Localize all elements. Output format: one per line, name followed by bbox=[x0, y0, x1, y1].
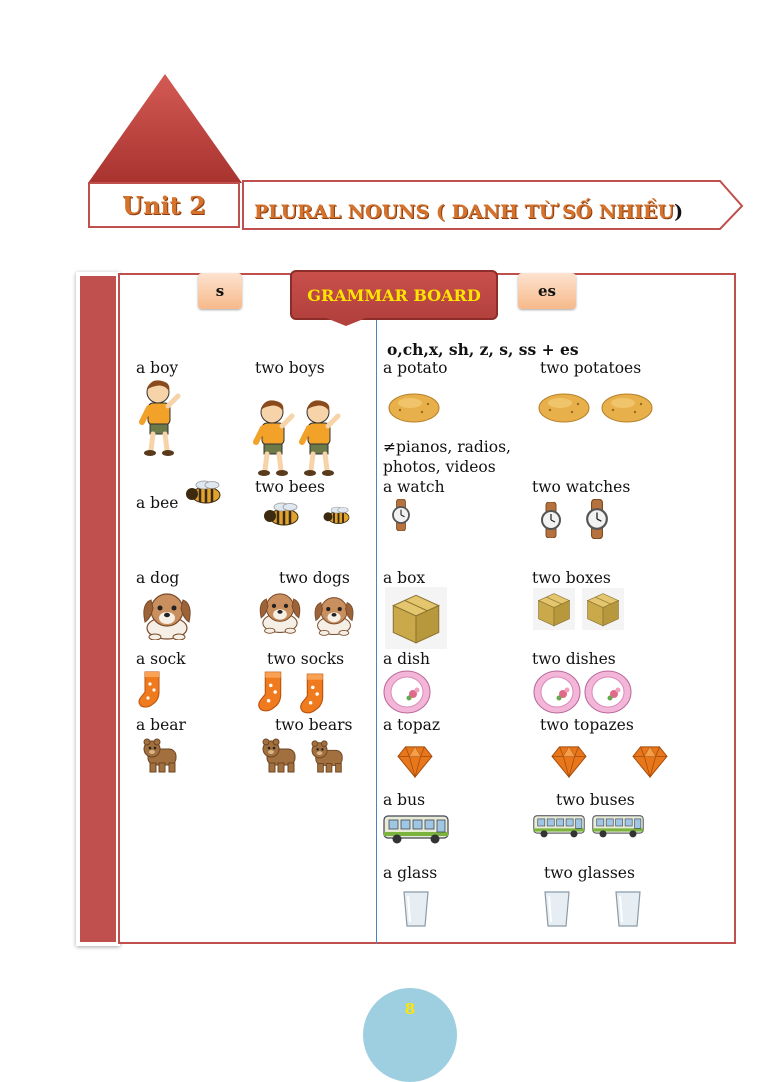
unit-label-box bbox=[88, 182, 240, 228]
glass-icon bbox=[614, 890, 642, 928]
word-single: a boy bbox=[136, 359, 179, 377]
boy-icon bbox=[298, 398, 342, 478]
tab-s-label: s bbox=[215, 282, 225, 300]
word-plural: two dishes bbox=[532, 650, 616, 668]
dog-icon bbox=[311, 592, 357, 636]
word-plural: two bees bbox=[255, 478, 325, 496]
title-pointer bbox=[326, 318, 366, 328]
bee-icon bbox=[322, 506, 352, 526]
box-icon bbox=[580, 588, 626, 630]
potato-icon bbox=[538, 392, 590, 424]
word-plural: two glasses bbox=[544, 864, 635, 882]
topaz-icon bbox=[631, 745, 669, 779]
es-rule: o,ch,x, sh, z, s, ss + es bbox=[387, 340, 579, 359]
page-title-close: ) bbox=[674, 201, 684, 223]
bus-icon bbox=[592, 813, 644, 839]
unit-label: Unit 2 bbox=[122, 190, 206, 220]
word-single: a dish bbox=[383, 650, 430, 668]
unit-roof-triangle bbox=[86, 72, 244, 184]
page-title bbox=[254, 201, 683, 223]
page-number: 8 bbox=[404, 1000, 416, 1018]
page-number-badge bbox=[363, 988, 457, 1082]
bear-icon bbox=[259, 737, 303, 773]
word-plural: two buses bbox=[556, 791, 635, 809]
bear-icon bbox=[308, 739, 350, 773]
bee-icon bbox=[184, 480, 224, 506]
watch-icon bbox=[585, 499, 609, 539]
topaz-icon bbox=[550, 745, 588, 779]
potato-icon bbox=[601, 392, 653, 424]
glass-icon bbox=[543, 890, 571, 928]
word-single: a glass bbox=[383, 864, 438, 882]
word-plural: two potatoes bbox=[540, 359, 642, 377]
word-single: a bee bbox=[136, 494, 179, 512]
dish-icon bbox=[584, 670, 632, 714]
boy-icon bbox=[252, 398, 296, 478]
grammar-board-title-text: GRAMMAR BOARD bbox=[307, 285, 481, 305]
bus-icon bbox=[383, 813, 449, 845]
topaz-icon bbox=[396, 745, 434, 779]
potato-icon bbox=[388, 392, 440, 424]
bee-icon bbox=[262, 502, 302, 528]
word-single: a sock bbox=[136, 650, 186, 668]
box-icon bbox=[532, 588, 576, 630]
column-divider bbox=[376, 320, 377, 944]
tab-s bbox=[198, 273, 242, 309]
word-single: a bear bbox=[136, 716, 186, 734]
sock-icon bbox=[298, 672, 332, 716]
tab-es-label: es bbox=[538, 282, 556, 300]
bear-icon bbox=[140, 737, 184, 773]
exception-line-1: ≠pianos, radios, bbox=[383, 438, 511, 456]
word-plural: two dogs bbox=[279, 569, 350, 587]
word-plural: two socks bbox=[267, 650, 345, 668]
word-plural: two boxes bbox=[532, 569, 611, 587]
word-plural: two watches bbox=[532, 478, 631, 496]
watch-icon bbox=[390, 499, 412, 531]
word-plural: two topazes bbox=[540, 716, 634, 734]
word-single: a dog bbox=[136, 569, 180, 587]
sock-icon bbox=[256, 670, 290, 714]
word-single: a watch bbox=[383, 478, 445, 496]
board-side-bar bbox=[76, 272, 120, 946]
dish-icon bbox=[533, 670, 581, 714]
word-single: a potato bbox=[383, 359, 448, 377]
glass-icon bbox=[402, 890, 430, 928]
dish-icon bbox=[383, 670, 431, 714]
dog-icon bbox=[139, 588, 195, 640]
tab-es bbox=[518, 273, 576, 309]
word-single: a bus bbox=[383, 791, 426, 809]
watch-icon bbox=[540, 502, 562, 538]
word-single: a box bbox=[383, 569, 426, 587]
sock-icon bbox=[137, 670, 167, 710]
word-single: a topaz bbox=[383, 716, 441, 734]
boy-icon bbox=[138, 378, 182, 458]
grammar-board-title bbox=[290, 270, 498, 320]
exception-line-2: photos, videos bbox=[383, 458, 496, 476]
page-title-text: PLURAL NOUNS ( DANH TỪ SỐ NHIỀU bbox=[254, 201, 675, 223]
word-plural: two bears bbox=[275, 716, 353, 734]
dog-icon bbox=[256, 588, 304, 634]
word-plural: two boys bbox=[255, 359, 325, 377]
box-icon bbox=[383, 587, 449, 649]
bus-icon bbox=[533, 813, 585, 839]
